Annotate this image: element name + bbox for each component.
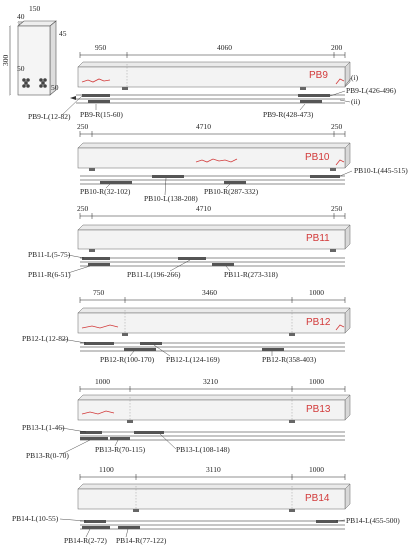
pb14-beam-name: PB14 [305, 493, 330, 504]
beam-pb11 [28, 204, 350, 279]
pb11-dim-mid: 4710 [196, 204, 211, 213]
beam-pb12 [22, 288, 350, 364]
pb10-dim-mid: 4710 [196, 122, 211, 131]
pb13-label-r2: PB13-R(70-115) [95, 445, 146, 454]
pb11-label-l1: PB11-L(5-75) [28, 250, 71, 259]
pb13-dim-mid: 3210 [203, 377, 218, 386]
pb9-dim-left: 950 [95, 43, 107, 52]
pb12-beam-name: PB12 [306, 317, 331, 328]
pb11-dim-left: 250 [77, 204, 89, 213]
pb9-label-l-top: PB9-L(426-496) [346, 86, 396, 95]
pb13-label-r1: PB13-R(0-70) [26, 451, 69, 460]
pb12-dim-mid: 3460 [202, 288, 217, 297]
pb10-label-l2: PB10-L(445-515) [354, 166, 408, 175]
pb9-dim-mid: 4060 [217, 43, 232, 52]
pb12-label-r1: PB12-R(100-170) [100, 355, 155, 364]
pb14-label-r1: PB14-R(2-72) [64, 536, 107, 545]
pb14-label-l1: PB14-L(10-55) [12, 514, 59, 523]
pb10-label-l1: PB10-L(138-208) [144, 194, 198, 203]
pb9-beam-name: PB9 [309, 70, 328, 81]
pb12-dim-left: 750 [93, 288, 105, 297]
pb12-dim-right: 1000 [309, 288, 324, 297]
pb13-dim-right: 1000 [309, 377, 324, 386]
pb14-dim-mid: 3110 [206, 465, 221, 474]
pb12-label-l2: PB12-L(124-169) [166, 355, 220, 364]
pb12-label-r2: PB12-R(358-403) [262, 355, 317, 364]
section-height-label: 300 [1, 54, 10, 66]
pb13-label-l2: PB13-L(108-148) [176, 445, 230, 454]
pb10-dim-left: 250 [77, 122, 89, 131]
pb9-label-r-b: PB9-R(428-473) [263, 110, 314, 119]
pb11-label-r2: PB11-R(273-318) [224, 270, 278, 279]
pb11-dim-right: 250 [331, 204, 343, 213]
pb11-label-l2: PB11-L(196-266) [127, 270, 181, 279]
cross-section [1, 4, 67, 95]
section-side-label: 50 [51, 83, 59, 92]
pb9-label-i: (i) [351, 73, 359, 82]
section-cover-top-label: 45 [59, 29, 67, 38]
pb9-label-l-left: PB9-L(12-82) [28, 112, 71, 121]
pb10-beam-name: PB10 [305, 152, 330, 163]
beam-pb13 [22, 377, 350, 460]
pb12-label-l1: PB12-L(12-82) [22, 334, 69, 343]
pb11-beam-name: PB11 [306, 233, 330, 244]
beam-pb10 [77, 122, 408, 203]
pb14-label-l2: PB14-L(455-500) [346, 516, 400, 525]
pb13-beam-name: PB13 [306, 404, 331, 415]
pb11-label-r1: PB11-R(6-51) [28, 270, 71, 279]
beam-pb14 [12, 465, 400, 545]
pb13-label-l1: PB13-L(1-46) [22, 423, 65, 432]
section-cover-label: 40 [17, 12, 25, 21]
pb14-label-r2: PB14-R(77-122) [116, 536, 167, 545]
section-bottom-offset-label: 50 [17, 64, 25, 73]
pb10-label-r2: PB10-R(287-332) [204, 187, 259, 196]
pb14-dim-right: 1000 [309, 465, 324, 474]
pb9-label-ii: (ii) [351, 97, 361, 106]
section-width-label: 150 [29, 4, 41, 13]
pb13-dim-left: 1000 [95, 377, 110, 386]
beam-pb9 [28, 43, 396, 121]
pb9-dim-right: 200 [331, 43, 343, 52]
pb9-label-r-a: PB9-R(15-60) [80, 110, 123, 119]
pb10-dim-right: 250 [331, 122, 343, 131]
pb10-label-r1: PB10-R(32-102) [80, 187, 131, 196]
pb14-dim-left: 1100 [99, 465, 114, 474]
